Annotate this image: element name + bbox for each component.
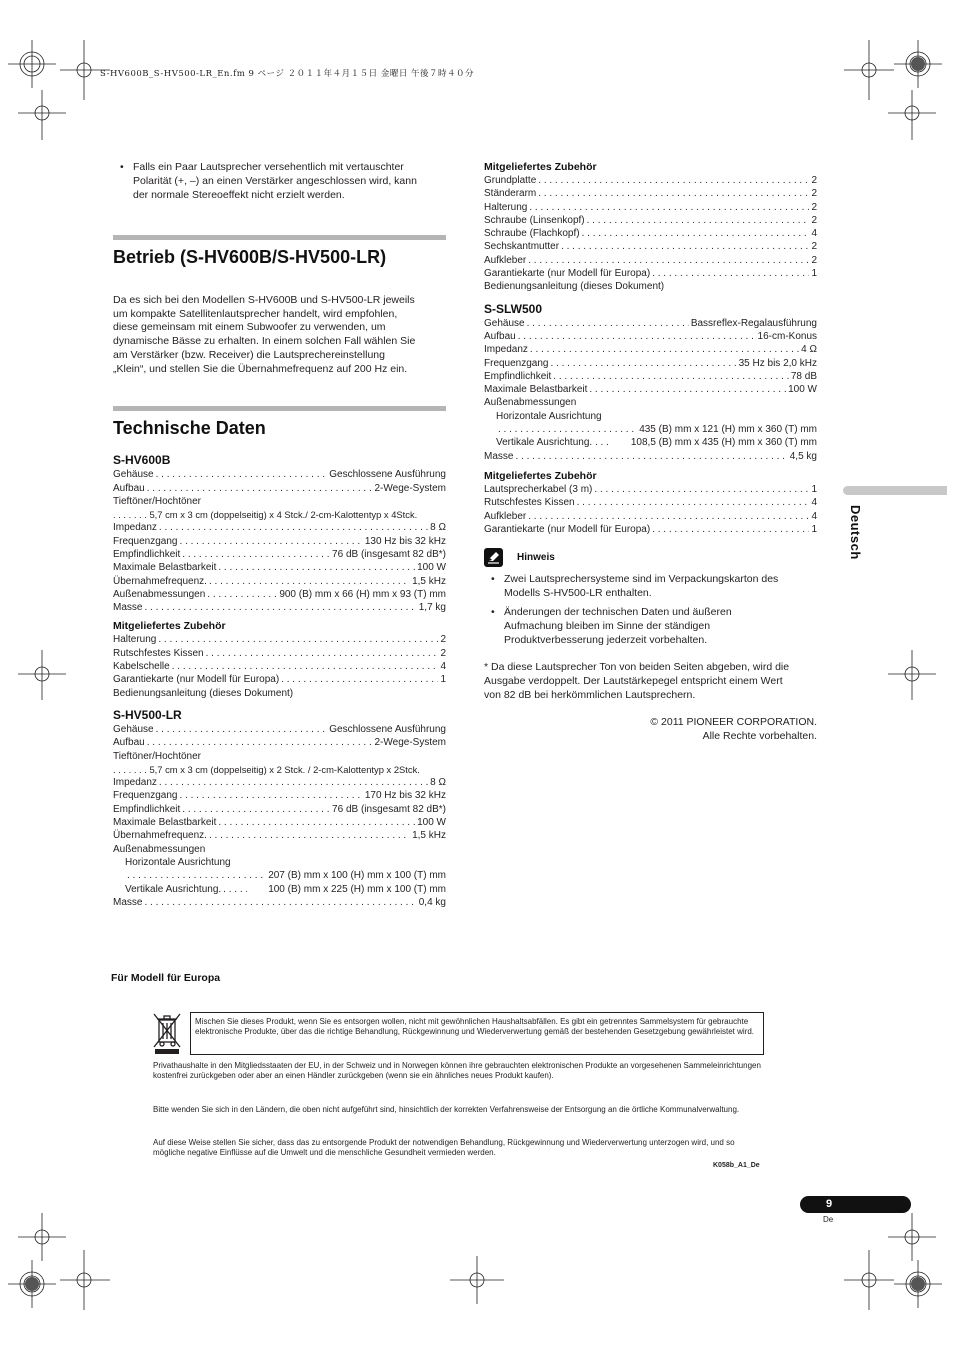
spec-value: 2 bbox=[440, 634, 446, 646]
spec-label: Empfindlichkeit bbox=[113, 803, 181, 815]
accessory-item bbox=[484, 227, 817, 240]
spec-label: Ständerarm bbox=[484, 188, 537, 200]
spec-row bbox=[484, 450, 817, 463]
spec-label: Aufkleber bbox=[484, 510, 527, 522]
page-language: De bbox=[823, 1215, 834, 1224]
spec-value: 100 (B) mm x 225 (H) mm x 100 (T) mm bbox=[268, 883, 446, 895]
text-line: Zwei Lautsprechersysteme sind im Verpackungskarton des bbox=[504, 573, 779, 586]
hv600b-spec-list-2 bbox=[113, 521, 446, 614]
model-title-hv600b: S-HV600B bbox=[113, 453, 171, 468]
text-line: Falls ein Paar Lautsprecher versehentlich mit vertauschter bbox=[133, 161, 404, 173]
accessory-item bbox=[113, 673, 446, 686]
spec-label: Masse bbox=[113, 602, 143, 614]
spec-value: 4 bbox=[811, 228, 817, 240]
page-number-pill bbox=[800, 1196, 911, 1213]
spec-value: 130 Hz bis 32 kHz bbox=[364, 535, 446, 547]
spec-label: Gehäuse bbox=[484, 317, 525, 329]
hinweis-header bbox=[484, 548, 817, 568]
spec-label: Masse bbox=[484, 450, 514, 462]
spec-label: Sechskantmutter bbox=[484, 241, 560, 253]
spec-label: Kabelschelle bbox=[113, 661, 170, 673]
slw500-spec-list bbox=[484, 317, 817, 397]
text-line: Ausgabe verdoppelt. Der Lautstärkepegel entspricht einem Wert bbox=[484, 674, 783, 687]
spec-label: Aufkleber bbox=[484, 254, 527, 266]
spec-row bbox=[484, 343, 817, 356]
spec-value: 1,5 kHz bbox=[412, 830, 446, 842]
spec-label: Horizontale Ausrichtung bbox=[496, 410, 602, 422]
language-label: Deutsch bbox=[848, 505, 863, 560]
text-line: von 82 dB bei herkömmlichen Lautsprechern. bbox=[484, 688, 696, 701]
hinweis-bullet bbox=[484, 572, 817, 600]
spec-label: Frequenzgang bbox=[484, 357, 549, 369]
spec-value: 4 bbox=[440, 661, 446, 673]
text-line: Da es sich bei den Modellen S-HV600B und S-HV500-LR jeweils bbox=[113, 294, 415, 306]
spec-value: 78 dB bbox=[790, 370, 817, 382]
spec-row bbox=[113, 883, 446, 896]
spec-value: 76 dB (insgesamt 82 dB*) bbox=[332, 549, 446, 560]
spec-row bbox=[113, 468, 446, 481]
spec-row bbox=[113, 896, 446, 909]
text-line: Änderungen der technischen Daten und äußeren bbox=[504, 606, 732, 619]
spec-row bbox=[484, 423, 817, 436]
spec-value: 1 bbox=[811, 268, 817, 280]
accessory-item bbox=[484, 496, 817, 509]
europe-title: Für Modell für Europa bbox=[111, 972, 221, 984]
spec-value: 2 bbox=[811, 201, 817, 213]
spec-value: 4 Ω bbox=[801, 344, 817, 356]
spec-value: 100 W bbox=[788, 384, 817, 396]
spec-value: 0,4 kg bbox=[418, 896, 446, 908]
spec-label: Impedanz bbox=[484, 344, 528, 356]
spec-value: . . . . . . . 5,7 cm x 3 cm (doppelseitig) x 2 Stck. / 2-cm-Kalottentyp x 2Stck. bbox=[113, 763, 420, 775]
accessory-item bbox=[113, 633, 446, 646]
accessory-item bbox=[484, 174, 817, 187]
spec-value: 8 Ω bbox=[430, 777, 446, 789]
slw500-accessories bbox=[484, 483, 817, 536]
text-line: Produktverbesserung jederzeit vorbehalten. bbox=[504, 634, 708, 647]
bullet-dot: • bbox=[491, 573, 495, 586]
spec-label: Übernahmefrequenz. bbox=[113, 575, 207, 587]
spec-label: Masse bbox=[113, 896, 143, 908]
accessories-title: Mitgeliefertes Zubehör bbox=[484, 161, 597, 173]
spec-value: Bassreflex-Regalausführung bbox=[690, 317, 817, 329]
accessory-item: Bedienungsanleitung (dieses Dokument) bbox=[113, 687, 294, 699]
right-column bbox=[484, 160, 817, 744]
bullet-dot: • bbox=[491, 606, 495, 619]
spec-row bbox=[113, 789, 446, 802]
disposal-paragraph: Privathaushalte in den Mitgliedsstaaten der EU, in der Schweiz und in Norwegen können ihre gebrauchten elektronischen Produkte an vorgesehenen Sammeleinrichtungen kostenfrei zurückgeben oder aber an einen Händler zurückgeben (wenn sie ein ähnliches neues Produkt kaufen). bbox=[153, 1061, 761, 1081]
hv500-spec-list-2 bbox=[113, 776, 446, 842]
spec-label: Maximale Belastbarkeit bbox=[113, 562, 217, 574]
page-number: 9 bbox=[826, 1198, 833, 1210]
spec-value: 1 bbox=[811, 483, 817, 495]
disposal-paragraph: Auf diese Weise stellen Sie sicher, dass das zu entsorgende Produkt der notwendigen Behandlung, Rückgewinnung und Wiederverwertung unterzogen wird, und so mögliche negative Einflüsse auf die Umwelt und die menschliche Gesundheit vermieden werden. bbox=[153, 1138, 735, 1158]
spec-label: Gehäuse bbox=[113, 723, 154, 735]
spec-label: Garantiekarte (nur Modell für Europa) bbox=[484, 268, 651, 280]
spec-value: 1 bbox=[440, 674, 446, 686]
spec-row bbox=[484, 357, 817, 370]
spec-value: 76 dB (insgesamt 82 dB*) bbox=[332, 803, 446, 815]
spec-value: 8 Ω bbox=[430, 522, 446, 534]
accessory-item bbox=[113, 647, 446, 660]
spec-label: Horizontale Ausrichtung bbox=[125, 856, 231, 868]
spec-label: Lautsprecherkabel (3 m) bbox=[484, 483, 593, 495]
spec-value: 2 bbox=[811, 254, 817, 266]
spec-label: Vertikale Ausrichtung. . . . bbox=[496, 437, 609, 449]
spec-label: Halterung bbox=[484, 201, 528, 213]
spec-value: 2-Wege-System bbox=[374, 737, 446, 749]
spec-value: 1,7 kg bbox=[418, 602, 446, 614]
disposal-notice-box bbox=[190, 1012, 764, 1055]
spec-label: Aufbau bbox=[113, 482, 145, 494]
accessory-item bbox=[113, 660, 446, 673]
left-column bbox=[113, 160, 446, 909]
text-line: diese gemeinsam mit einem Subwoofer zu verwenden, um bbox=[113, 321, 386, 334]
spec-row bbox=[113, 561, 446, 574]
text-line: Alle Rechte vorbehalten. bbox=[702, 729, 817, 742]
spec-label: Halterung bbox=[113, 634, 157, 646]
accessory-item bbox=[484, 483, 817, 496]
spec-label: Frequenzgang bbox=[113, 790, 178, 802]
text-line: Polarität (+, –) an einen Verstärker angeschlossen wird, kann bbox=[133, 175, 417, 187]
hinweis-title: Hinweis bbox=[517, 552, 555, 564]
accessory-item bbox=[484, 187, 817, 200]
spec-row bbox=[484, 436, 817, 449]
file-header: S-HV600B_S-HV500-LR_En.fm 9 ページ ２０１１年４月１５日 金曜日 午後７時４０分 bbox=[100, 69, 475, 79]
spec-value: 108,5 (B) mm x 435 (H) mm x 360 (T) mm bbox=[630, 437, 817, 449]
hv500-spec-list bbox=[113, 723, 446, 750]
spec-value: . . . . . . . 5,7 cm x 3 cm (doppelseitig) x 4 Stck./ 2-cm-Kalottentyp x 4Stck. bbox=[113, 509, 418, 521]
spec-label: Schraube (Linsenkopf) bbox=[484, 214, 585, 226]
spec-row bbox=[113, 482, 446, 495]
spec-value: 2 bbox=[811, 175, 817, 186]
spec-label: Maximale Belastbarkeit bbox=[113, 817, 217, 829]
text-line: © 2011 PIONEER CORPORATION. bbox=[650, 716, 817, 729]
spec-row bbox=[113, 776, 446, 789]
spec-row bbox=[113, 521, 446, 534]
spec-label: Frequenzgang bbox=[113, 535, 178, 547]
spec-row bbox=[113, 829, 446, 842]
spec-label: Übernahmefrequenz. bbox=[113, 830, 207, 842]
spec-value: 2 bbox=[811, 241, 817, 253]
spec-row bbox=[113, 535, 446, 548]
spec-label: Aufbau bbox=[113, 737, 145, 749]
spec-label: Rutschfestes Kissen bbox=[484, 497, 575, 509]
accessory-item bbox=[484, 254, 817, 267]
spec-value: 16-cm-Konus bbox=[757, 330, 817, 342]
spec-label: Impedanz bbox=[113, 522, 157, 534]
stand-accessories bbox=[484, 174, 817, 280]
section-rule bbox=[113, 235, 446, 240]
spec-value: 2-Wege-System bbox=[374, 482, 446, 494]
spec-label: Empfindlichkeit bbox=[113, 549, 181, 560]
spec-label: Außenabmessungen bbox=[113, 588, 206, 600]
text-line: dynamische Bässe zu erhalten. In einem solchen Fall wählen Sie bbox=[113, 335, 416, 348]
spec-label: Rutschfestes Kissen bbox=[113, 647, 204, 659]
accessory-item bbox=[484, 201, 817, 214]
text-line: * Da diese Lautsprecher Ton von beiden Seiten abgeben, wird die bbox=[484, 661, 790, 674]
spec-value: 4 bbox=[811, 497, 817, 509]
spec-value: Geschlossene Ausführung bbox=[329, 723, 446, 735]
spec-row bbox=[113, 575, 446, 588]
spec-value: 435 (B) mm x 121 (H) mm x 360 (T) mm bbox=[639, 424, 817, 436]
spec-value: 1 bbox=[811, 523, 817, 535]
text-line: Modells S-HV500-LR enthalten. bbox=[504, 587, 652, 600]
spec-label: Garantiekarte (nur Modell für Europa) bbox=[484, 523, 651, 535]
spec-label: Garantiekarte (nur Modell für Europa) bbox=[113, 674, 280, 686]
disposal-notice-text: Mischen Sie dieses Produkt, wenn Sie es entsorgen wollen, nicht mit gewöhnlichen Haushaltsabfällen. Es gibt ein getrenntes Sammelsystem für gebrauchte elektronische Produkte, über das die richtige Behandlung, Rückgewinnung und Wiederverwertung gemäß der bestehenden Gesetzgebung gewährleistet wird. bbox=[195, 1017, 755, 1037]
spec-value: 4 bbox=[811, 510, 817, 522]
spec-row bbox=[113, 723, 446, 736]
disposal-paragraph: Bitte wenden Sie sich in den Ländern, die oben nicht aufgeführt sind, hinsichtlich der korrekten Verfahrensweise der Entsorgung an die örtliche Kommunalverwaltung. bbox=[153, 1105, 740, 1114]
accessories-title: Mitgeliefertes Zubehör bbox=[113, 620, 226, 633]
spec-row bbox=[484, 317, 817, 330]
text-line: der normale Stereoeffekt nicht erzielt werden. bbox=[133, 189, 345, 201]
spec-row bbox=[113, 601, 446, 614]
spec-label: Tieftöner/Hochtöner bbox=[113, 495, 202, 507]
spec-row bbox=[113, 869, 446, 882]
spec-label: Maximale Belastbarkeit bbox=[484, 384, 588, 396]
spec-value: 100 W bbox=[417, 817, 446, 829]
spec-label: Gehäuse bbox=[113, 469, 154, 481]
footnote bbox=[484, 661, 817, 702]
spec-value: 4,5 kg bbox=[789, 450, 817, 462]
text-line: um kompakte Satellitenlautsprecher handelt, wird empfohlen, bbox=[113, 307, 398, 320]
section-title-betrieb: Betrieb (S-HV600B/S-HV500-LR) bbox=[113, 247, 387, 267]
text-line: am Verstärker (bzw. Receiver) die Lautsprechereinstellung bbox=[113, 348, 385, 361]
spec-row bbox=[113, 588, 446, 601]
section-title-technische-daten: Technische Daten bbox=[113, 418, 266, 439]
spec-row bbox=[113, 803, 446, 816]
note-icon bbox=[484, 548, 503, 567]
betrieb-paragraph bbox=[113, 294, 446, 376]
spec-row bbox=[484, 330, 817, 343]
hv600b-spec-list bbox=[113, 468, 446, 495]
text-line: Aufmachung bleiben im Sinne der ständigen bbox=[504, 620, 711, 633]
spec-label: Aufbau bbox=[484, 330, 516, 342]
spec-label: Empfindlichkeit bbox=[484, 370, 552, 382]
model-title-slw500: S-SLW500 bbox=[484, 301, 543, 316]
spec-row bbox=[113, 816, 446, 829]
spec-value: 2 bbox=[811, 214, 817, 226]
weee-bin-icon bbox=[152, 1011, 182, 1055]
accessory-item bbox=[484, 267, 817, 280]
spec-value: 1,5 kHz bbox=[412, 575, 446, 587]
model-title-hv500lr: S-HV500-LR bbox=[113, 707, 182, 722]
accessory-item bbox=[484, 510, 817, 523]
spec-label: Außenabmessungen bbox=[113, 843, 206, 855]
spec-label: Tieftöner/Hochtöner bbox=[113, 750, 202, 762]
accessory-item bbox=[484, 214, 817, 227]
copyright bbox=[484, 716, 817, 743]
section-rule bbox=[113, 406, 446, 411]
spec-row bbox=[484, 370, 817, 383]
spec-value: 207 (B) mm x 100 (H) mm x 100 (T) mm bbox=[268, 870, 446, 882]
bullet-dot: • bbox=[120, 161, 124, 173]
intro-bullet bbox=[113, 160, 446, 202]
accessory-item: Bedienungsanleitung (dieses Dokument) bbox=[484, 281, 665, 293]
spec-label: Impedanz bbox=[113, 777, 157, 789]
spec-value: 35 Hz bis 2,0 kHz bbox=[738, 357, 817, 369]
accessories-title: Mitgeliefertes Zubehör bbox=[484, 469, 597, 482]
spec-value: 2 bbox=[440, 647, 446, 659]
spec-value: 2 bbox=[811, 188, 817, 200]
text-line: „Klein“, und stellen Sie die Übernahmefrequenz auf 200 Hz ein. bbox=[113, 362, 408, 375]
spec-row bbox=[113, 548, 446, 561]
hinweis-bullet bbox=[484, 605, 817, 647]
spec-label: Außenabmessungen bbox=[484, 397, 577, 409]
spec-value: Geschlossene Ausführung bbox=[329, 469, 446, 481]
spec-row bbox=[113, 736, 446, 749]
spec-value: 100 W bbox=[417, 562, 446, 574]
hv600b-accessories bbox=[113, 633, 446, 686]
language-tab bbox=[843, 486, 947, 495]
accessory-item bbox=[484, 240, 817, 253]
accessory-item bbox=[484, 523, 817, 536]
spec-label: Vertikale Ausrichtung. bbox=[125, 883, 222, 895]
spec-value: 170 Hz bis 32 kHz bbox=[364, 790, 446, 802]
spec-label: Grundplatte bbox=[484, 175, 537, 186]
document-code: K058b_A1_De bbox=[713, 1162, 760, 1169]
spec-value: 900 (B) mm x 66 (H) mm x 93 (T) mm bbox=[279, 588, 446, 600]
spec-row bbox=[484, 383, 817, 396]
spec-label: Schraube (Flachkopf) bbox=[484, 228, 580, 240]
